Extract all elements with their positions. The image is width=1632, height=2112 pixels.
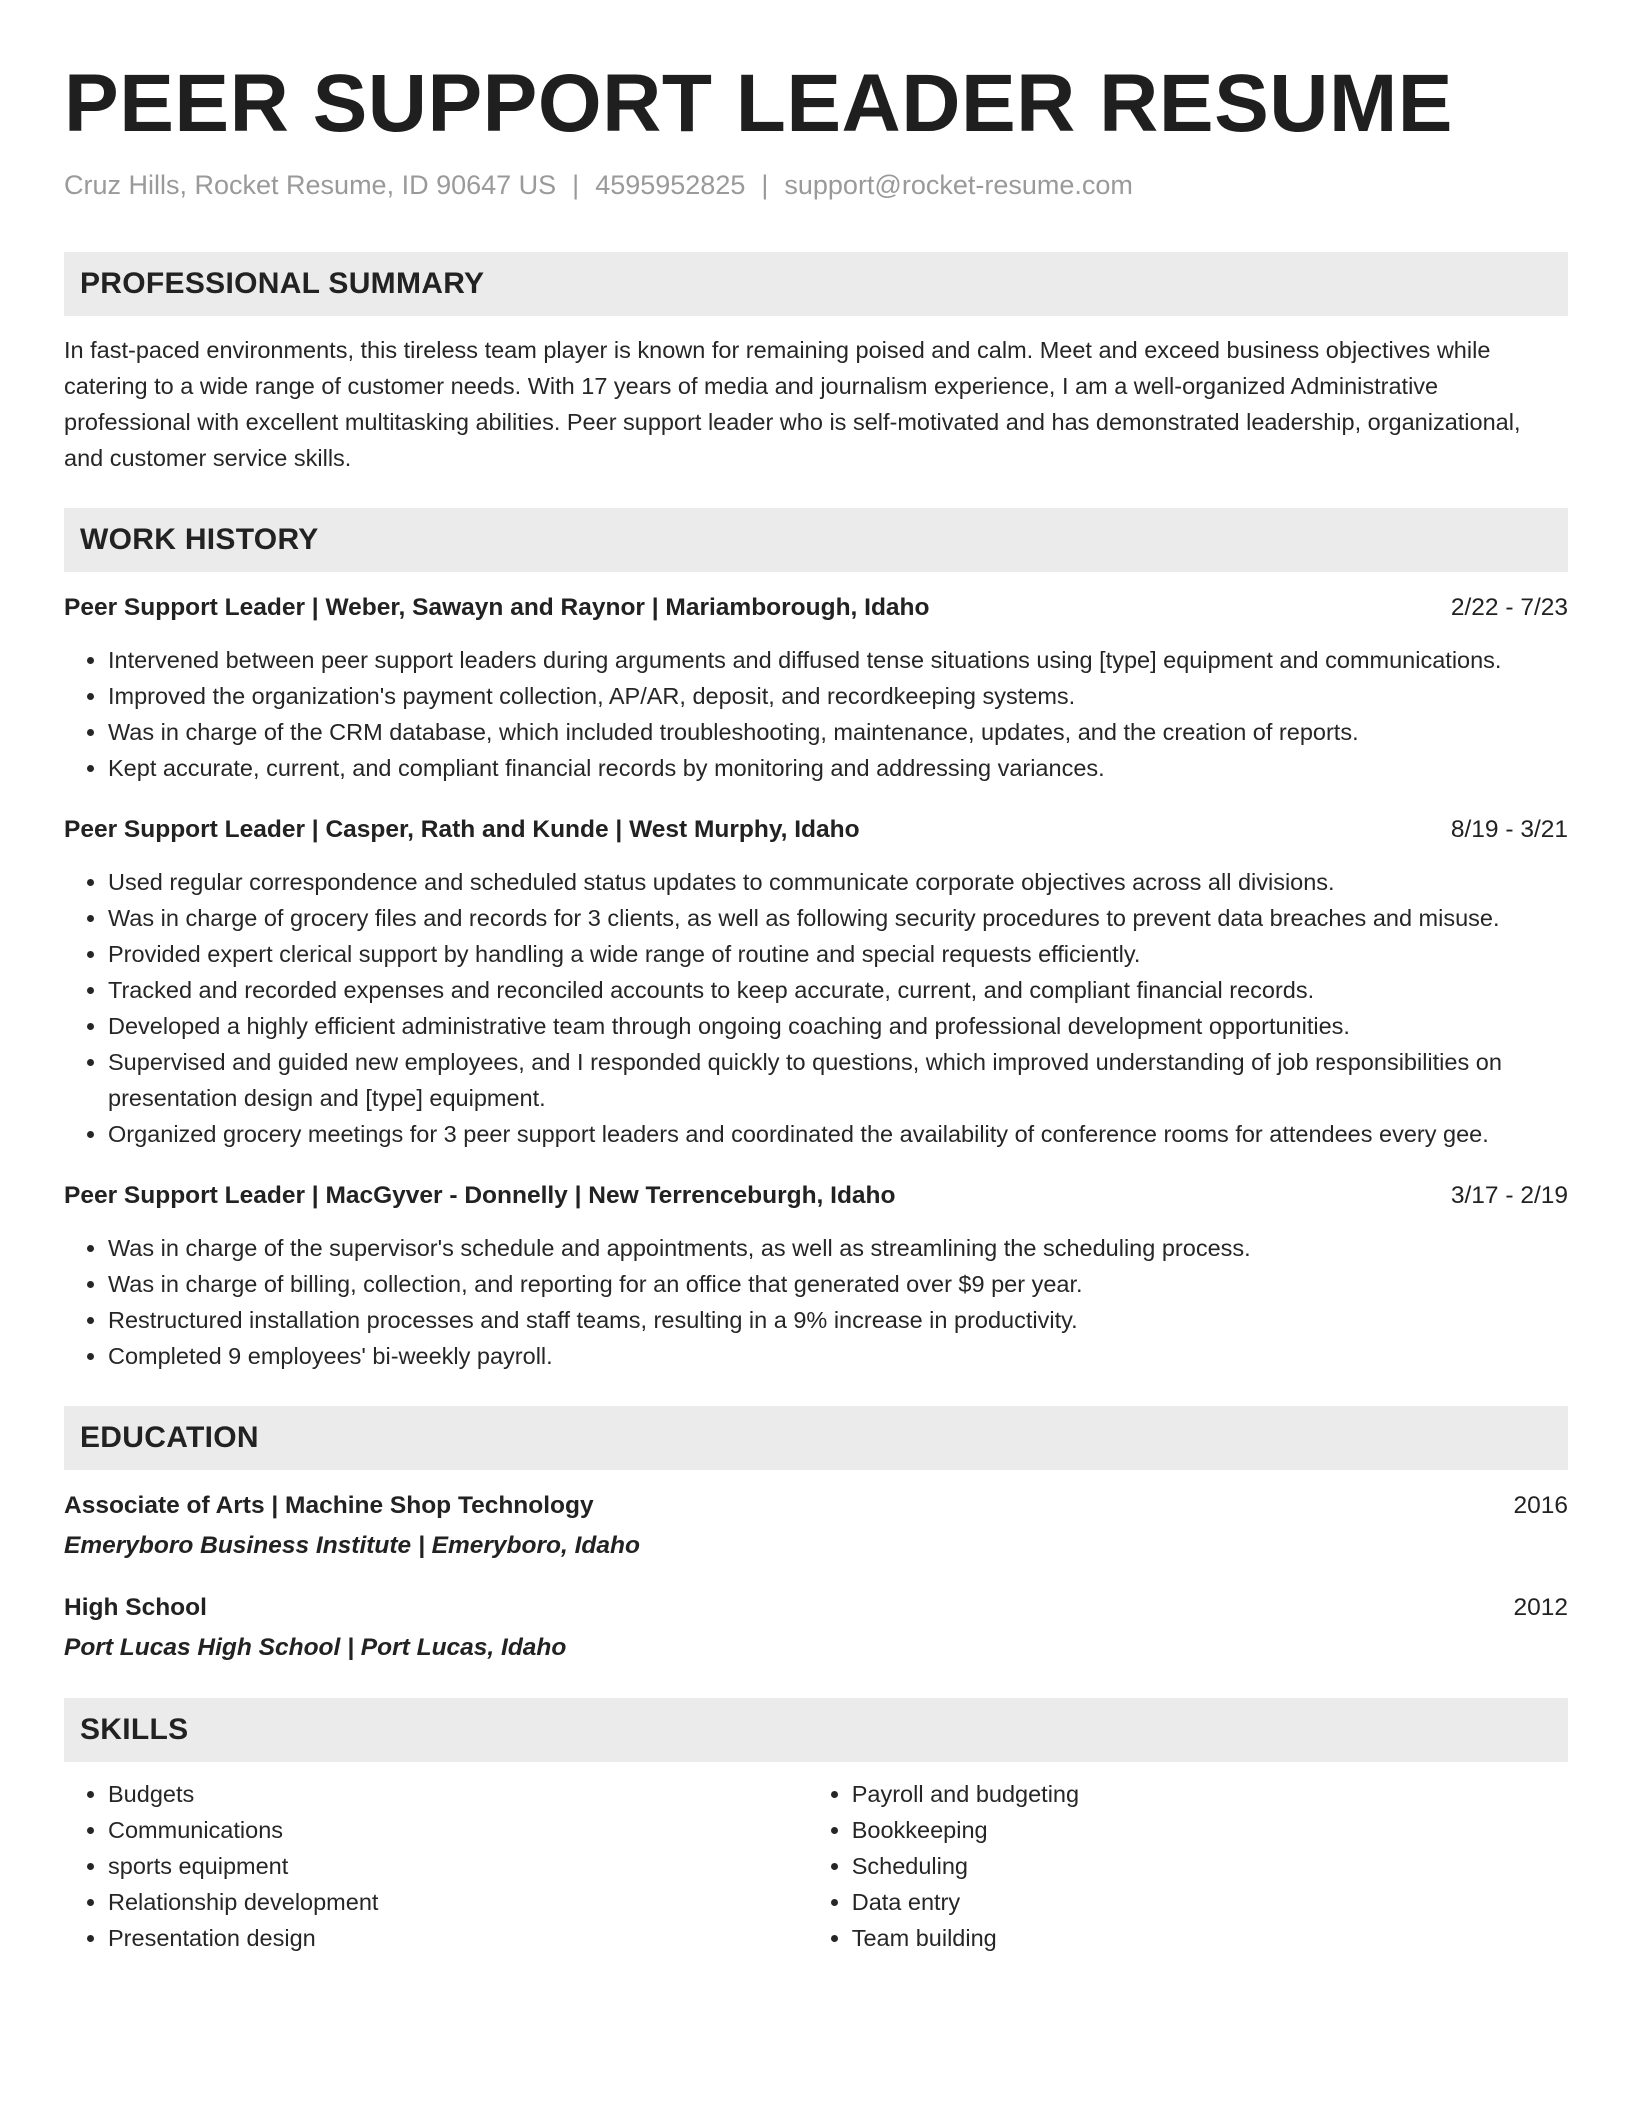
contact-address: Cruz Hills, Rocket Resume, ID 90647 US [64, 170, 557, 200]
job-entry [64, 590, 1568, 786]
skill-item: • Team building [852, 1920, 1568, 1956]
job-bullet: • Was in charge of the CRM database, which included troubleshooting, maintenance, updates, and the creation of reports. [108, 714, 1568, 750]
education-degree: Associate of Arts | Machine Shop Technology [64, 1492, 594, 1519]
education-entry [64, 1488, 1568, 1564]
job-bullets [64, 1230, 1568, 1374]
job-bullet: • Tracked and recorded expenses and reconciled accounts to keep accurate, current, and compliant financial records. [108, 972, 1568, 1008]
job-entry [64, 1178, 1568, 1374]
education-school: Emeryboro Business Institute | Emeryboro, Idaho [64, 1532, 640, 1559]
section-header-work-history: WORK HISTORY [64, 508, 1568, 572]
job-bullet: • Was in charge of grocery files and records for 3 clients, as well as following security procedures to prevent data breaches and misuse. [108, 900, 1568, 936]
skill-item: • Communications [108, 1812, 768, 1848]
summary-text: In fast-paced environments, this tireless team player is known for remaining poised and calm. Meet and exceed business objectives while catering to a wide range of customer needs. With 17 years of media and journalism experience, I am a well-organized Administrative professional with excellent multitasking abilities. Peer support leader who is self-motivated and has demonstrated leadership, organizational, and customer service skills. [64, 337, 1521, 471]
skill-item: • Relationship development [108, 1884, 768, 1920]
job-bullet: • Provided expert clerical support by handling a wide range of routine and special requests efficiently. [108, 936, 1568, 972]
skill-item: • Bookkeeping [852, 1812, 1568, 1848]
contact-separator: | [572, 170, 580, 200]
job-heading: Peer Support Leader | Weber, Sawayn and Raynor | Mariamborough, Idaho [64, 594, 930, 621]
education-year: 2012 [1513, 1594, 1568, 1621]
job-bullet: • Organized grocery meetings for 3 peer support leaders and coordinated the availability of conference rooms for attendees every gee. [108, 1116, 1568, 1152]
skills-column-left [64, 1776, 768, 1956]
job-bullet: • Used regular correspondence and scheduled status updates to communicate corporate objectives across all divisions. [108, 864, 1568, 900]
contact-email: support@rocket-resume.com [784, 170, 1133, 200]
job-dates: 8/19 - 3/21 [1450, 816, 1568, 843]
education-entry [64, 1590, 1568, 1666]
job-bullets [64, 864, 1568, 1152]
job-bullet: • Completed 9 employees' bi-weekly payroll. [108, 1338, 1568, 1374]
education-degree: High School [64, 1594, 207, 1621]
skill-item: • sports equipment [108, 1848, 768, 1884]
skills-list [64, 1776, 1568, 1956]
job-dates: 2/22 - 7/23 [1450, 594, 1568, 621]
section-header-education: EDUCATION [64, 1406, 1568, 1470]
education-year: 2016 [1513, 1492, 1568, 1519]
job-bullet: • Was in charge of the supervisor's schedule and appointments, as well as streamlining the scheduling process. [108, 1230, 1568, 1266]
job-bullet: • Supervised and guided new employees, and I responded quickly to questions, which improved understanding of job responsibilities on presentation design and [type] equipment. [108, 1044, 1568, 1116]
education-degree-row [64, 1590, 1568, 1626]
job-heading-row [64, 812, 1568, 848]
job-bullet: • Kept accurate, current, and compliant financial records by monitoring and addressing variances. [108, 750, 1568, 786]
job-entry [64, 812, 1568, 1152]
job-bullet: • Restructured installation processes and staff teams, resulting in a 9% increase in productivity. [108, 1302, 1568, 1338]
skill-item: • Scheduling [852, 1848, 1568, 1884]
job-heading-row [64, 590, 1568, 626]
resume-title: PEER SUPPORT LEADER RESUME [64, 58, 1453, 149]
skill-item: • Presentation design [108, 1920, 768, 1956]
contact-phone: 4595952825 [595, 170, 746, 200]
education-school: Port Lucas High School | Port Lucas, Idaho [64, 1634, 567, 1661]
contact-line [64, 168, 1568, 202]
section-header-skills: SKILLS [64, 1698, 1568, 1762]
job-dates: 3/17 - 2/19 [1450, 1182, 1568, 1209]
job-heading-row [64, 1178, 1568, 1214]
job-heading: Peer Support Leader | Casper, Rath and Kunde | West Murphy, Idaho [64, 816, 860, 843]
job-bullets [64, 642, 1568, 786]
skill-item: • Payroll and budgeting [852, 1776, 1568, 1812]
skill-item: • Data entry [852, 1884, 1568, 1920]
job-bullet: • Was in charge of billing, collection, and reporting for an office that generated over $9 per year. [108, 1266, 1568, 1302]
skill-item: • Budgets [108, 1776, 768, 1812]
resume-page [64, 58, 1568, 1956]
education-degree-row [64, 1488, 1568, 1524]
job-bullet: • Developed a highly efficient administrative team through ongoing coaching and professional development opportunities. [108, 1008, 1568, 1044]
job-bullet: • Intervened between peer support leaders during arguments and diffused tense situations using [type] equipment and communications. [108, 642, 1568, 678]
job-bullet: • Improved the organization's payment collection, AP/AR, deposit, and recordkeeping systems. [108, 678, 1568, 714]
job-heading: Peer Support Leader | MacGyver - Donnelly | New Terrenceburgh, Idaho [64, 1182, 896, 1209]
contact-separator: | [761, 170, 769, 200]
section-header-summary: PROFESSIONAL SUMMARY [64, 252, 1568, 316]
skills-column-right [768, 1776, 1568, 1956]
